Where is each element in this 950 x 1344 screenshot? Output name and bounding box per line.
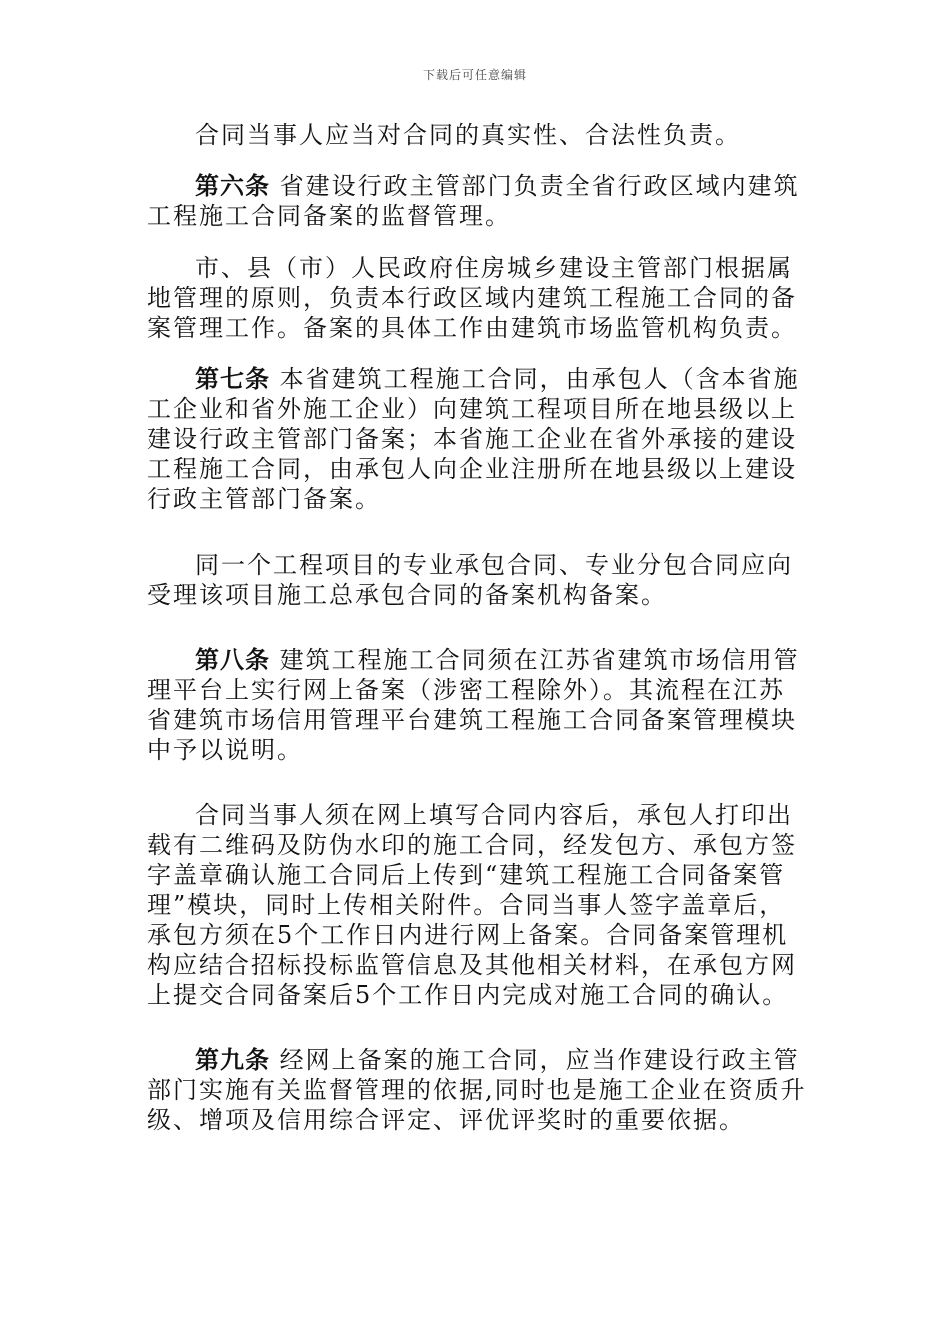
article-6 <box>147 171 807 231</box>
article-9 <box>147 1045 807 1135</box>
article-7 <box>147 364 807 514</box>
paragraph-text: 省建设行政主管部门负责全省行政区域内建筑工程施工合同备案的监督管理。 <box>147 172 800 230</box>
paragraph-text: 经网上备案的施工合同，应当作建设行政主管部门实施有关监督管理的依据,同时也是施工企业在资质升级、增项及信用综合评定、评优评奖时的重要依据。 <box>147 1046 807 1134</box>
paragraph-3 <box>147 253 807 343</box>
article-heading: 第八条 <box>195 646 270 674</box>
paragraph-text: 合同当事人应当对合同的真实性、合法性负责。 <box>195 121 741 149</box>
paragraph-text: 市、县（市）人民政府住房城乡建设主管部门根据属地管理的原则，负责本行政区域内建筑工程施工合同的备案管理工作。备案的具体工作由建筑市场监管机构负责。 <box>147 254 797 342</box>
paragraph-text: 本省建筑工程施工合同，由承包人（含本省施工企业和省外施工企业）向建筑工程项目所在地县级以上建设行政主管部门备案；本省施工企业在省外承接的建设工程施工合同，由承包人向企业注册所在地县级以上建设行政主管部门备案。 <box>147 365 800 513</box>
paragraph-7 <box>147 800 807 1010</box>
article-heading: 第九条 <box>195 1046 270 1074</box>
page-header: 下载后可任意编辑 <box>422 68 527 82</box>
article-8 <box>147 645 807 765</box>
document-body <box>147 120 807 1135</box>
paragraph-5 <box>147 550 807 610</box>
article-heading: 第六条 <box>195 172 270 200</box>
paragraph-text: 建筑工程施工合同须在江苏省建筑市场信用管理平台上实行网上备案（涉密工程除外）。其流程在江苏省建筑市场信用管理平台建筑工程施工合同备案管理模块中予以说明。 <box>147 646 800 764</box>
article-heading: 第七条 <box>195 365 270 393</box>
paragraph-text: 同一个工程项目的专业承包合同、专业分包合同应向受理该项目施工总承包合同的备案机构备案。 <box>147 551 793 609</box>
paragraph-1 <box>147 120 807 150</box>
paragraph-text: 合同当事人须在网上填写合同内容后，承包人打印出载有二维码及防伪水印的施工合同，经发包方、承包方签字盖章确认施工合同后上传到“建筑工程施工合同备案管理”模块，同时上传相关附件。合同当事人签字盖章后，承包方须在5个工作日内进行网上备案。合同备案管理机构应结合招标投标监管信息及其他相关材料，在承包方网上提交合同备案后5个工作日内完成对施工合同的确认。 <box>147 801 797 1009</box>
